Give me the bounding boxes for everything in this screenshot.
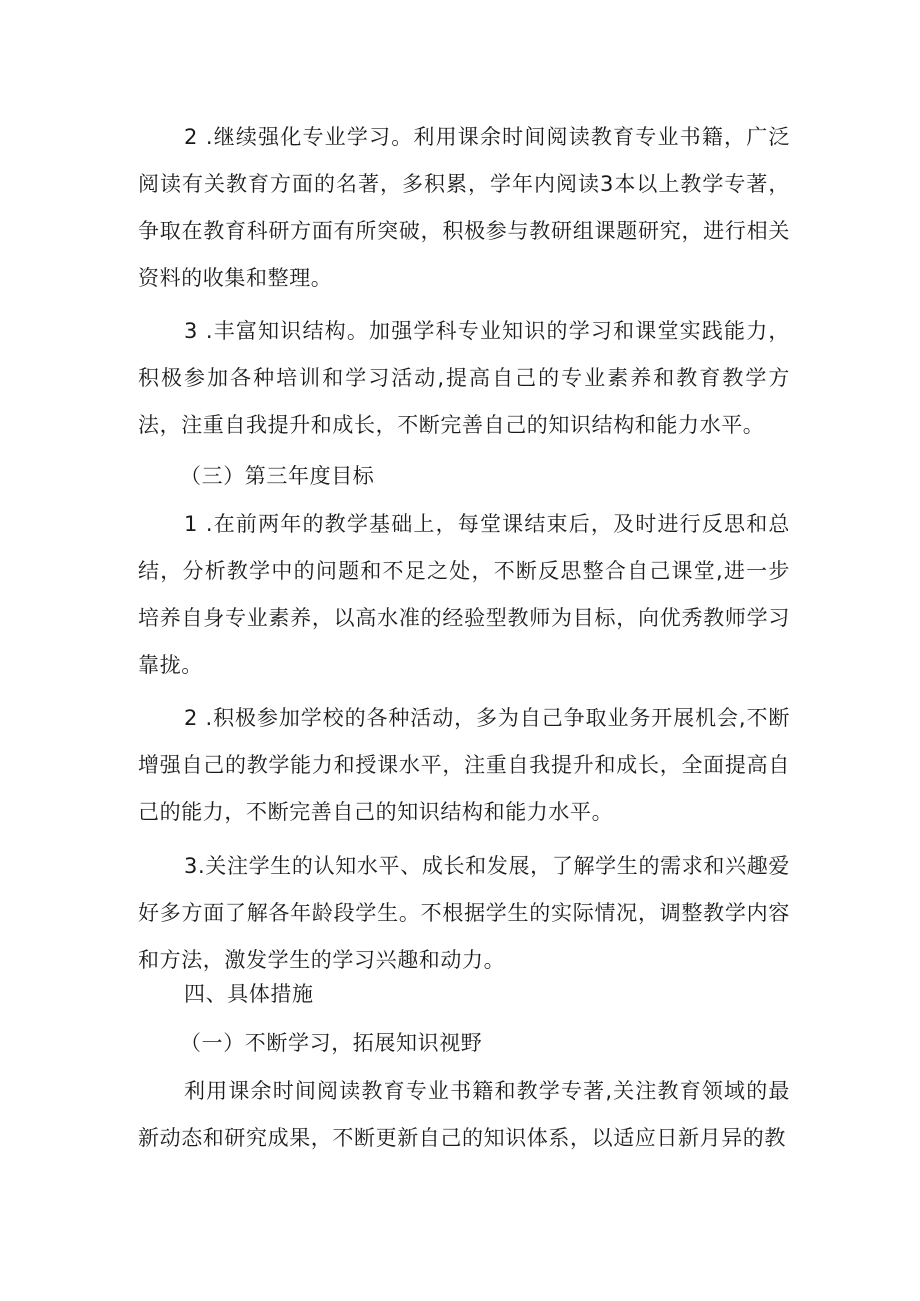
paragraph-knowledge-structure: 3 .丰富知识结构。加强学科专业知识的学习和课堂实践能力，积极参加各种培训和学习活动,提高自己的专业素养和教育教学方法，注重自我提升和成长，不断完善自己的知识结构和能力水平。 — [138, 319, 790, 437]
paragraph-reflection: 1 .在前两年的教学基础上，每堂课结束后，及时进行反思和总结，分析教学中的问题和不足之处，不断反思整合自己课堂,进一步培养自身专业素养，以高水准的经验型教师为目标，向优秀教师学习靠拢。 — [138, 512, 790, 677]
paragraph-professional-study: 2 .继续强化专业学习。利用课余时间阅读教育专业书籍，广泛阅读有关教育方面的名著，多积累，学年内阅读3本以上教学专著，争取在教育科研方面有所突破，积极参与教研组课题研究，进行相关资料的收集和整理。 — [138, 125, 790, 290]
paragraph-school-activities: 2 .积极参加学校的各种活动，多为自己争取业务开展机会,不断增强自己的教学能力和授课水平，注重自我提升和成长，全面提高自己的能力，不断完善自己的知识结构和能力水平。 — [138, 706, 790, 824]
heading-specific-measures: 四、具体措施 — [184, 982, 314, 1006]
paragraph-student-needs: 3.关注学生的认知水平、成长和发展，了解学生的需求和兴趣爱好多方面了解各年龄段学生。不根据学生的实际情况，调整教学内容和方法，激发学生的学习兴趣和动力。 — [138, 854, 790, 972]
paragraph-reading-books: 利用课余时间阅读教育专业书籍和教学专著,关注教育领域的最新动态和研究成果，不断更新自己的知识体系，以适应日新月异的教 — [138, 1079, 790, 1150]
heading-continuous-learning: （一）不断学习，拓展知识视野 — [180, 1031, 483, 1055]
heading-third-year-goals: （三）第三年度目标 — [180, 464, 375, 488]
